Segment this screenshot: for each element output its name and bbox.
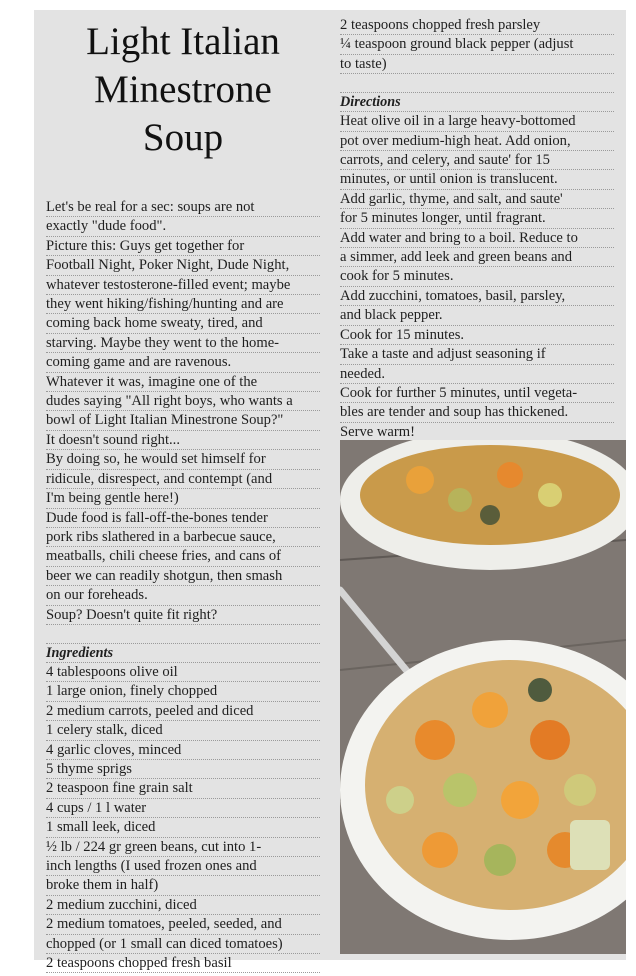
text-line: 4 garlic cloves, minced	[46, 741, 320, 760]
text-line: broke them in half)	[46, 876, 320, 895]
text-line: Soup? Doesn't quite fit right?	[46, 606, 320, 625]
text-line: and black pepper.	[340, 306, 614, 325]
text-line: By doing so, he would set himself for	[46, 450, 320, 469]
text-line: Let's be real for a sec: soups are not	[46, 198, 320, 217]
text-line: needed.	[340, 365, 614, 384]
text-line: I'm being gentle here!)	[46, 489, 320, 508]
recipe-page	[34, 10, 626, 972]
text-line: coming back home sweaty, tired, and	[46, 314, 320, 333]
text-line: to taste)	[340, 55, 614, 74]
text-line: 1 small leek, diced	[46, 818, 320, 837]
section-spacer	[46, 625, 320, 644]
text-line: 1 large onion, finely chopped	[46, 682, 320, 701]
text-line: bowl of Light Italian Minestrone Soup?"	[46, 411, 320, 430]
title-line: Minestrone	[94, 68, 272, 111]
text-line: 2 medium tomatoes, peeled, seeded, and	[46, 915, 320, 934]
text-line: 1 celery stalk, diced	[46, 721, 320, 740]
text-line: 2 teaspoon fine grain salt	[46, 779, 320, 798]
text-line: 4 tablespoons olive oil	[46, 663, 320, 682]
text-line: minutes, or until onion is translucent.	[340, 170, 614, 189]
text-line: Add zucchini, tomatoes, basil, parsley,	[340, 287, 614, 306]
text-line: Add water and bring to a boil. Reduce to	[340, 229, 614, 248]
text-line: Football Night, Poker Night, Dude Night,	[46, 256, 320, 275]
text-line: Cook for 15 minutes.	[340, 326, 614, 345]
text-line: on our foreheads.	[46, 586, 320, 605]
text-line: Take a taste and adjust seasoning if	[340, 345, 614, 364]
text-line: pork ribs slathered in a barbecue sauce,	[46, 528, 320, 547]
text-line: starving. Maybe they went to the home-	[46, 334, 320, 353]
text-line: they went hiking/fishing/hunting and are	[46, 295, 320, 314]
text-line: 4 cups / 1 l water	[46, 799, 320, 818]
text-line: 2 medium zucchini, diced	[46, 896, 320, 915]
ingredients-heading: Ingredients	[46, 644, 320, 663]
text-line: 2 teaspoons chopped fresh basil	[46, 954, 320, 973]
text-line: 5 thyme sprigs	[46, 760, 320, 779]
section-spacer	[340, 74, 614, 93]
text-line: whatever testosterone-filled event; maybe	[46, 276, 320, 295]
text-line: ¼ teaspoon ground black pepper (adjust	[340, 35, 614, 54]
directions-heading: Directions	[340, 93, 614, 112]
soup-photo-illustration	[340, 440, 626, 954]
text-line: chopped (or 1 small can diced tomatoes)	[46, 935, 320, 954]
ingredients-list	[46, 663, 320, 974]
text-line: Serve warm!	[340, 423, 614, 442]
text-line: dudes saying "All right boys, who wants a	[46, 392, 320, 411]
page-title	[46, 18, 320, 190]
text-line: beer we can readily shotgun, then smash	[46, 567, 320, 586]
text-line: inch lengths (I used frozen ones and	[46, 857, 320, 876]
left-column	[46, 10, 320, 973]
text-line: for 5 minutes longer, until fragrant.	[340, 209, 614, 228]
text-line: Cook for further 5 minutes, until vegeta-	[340, 384, 614, 403]
soup-bowl-photo-icon	[340, 440, 626, 954]
text-line: bles are tender and soup has thickened.	[340, 403, 614, 422]
text-line: Dude food is fall-off-the-bones tender	[46, 509, 320, 528]
title-line: Light Italian	[86, 20, 280, 63]
text-line: exactly "dude food".	[46, 217, 320, 236]
text-line: a simmer, add leek and green beans and	[340, 248, 614, 267]
right-column	[340, 16, 614, 442]
text-line: Whatever it was, imagine one of the	[46, 373, 320, 392]
text-line: ridicule, disrespect, and contempt (and	[46, 470, 320, 489]
text-line: 2 medium carrots, peeled and diced	[46, 702, 320, 721]
text-line: meatballs, chili cheese fries, and cans of	[46, 547, 320, 566]
text-line: It doesn't sound right...	[46, 431, 320, 450]
text-line: ½ lb / 224 gr green beans, cut into 1-	[46, 838, 320, 857]
text-line: Add garlic, thyme, and salt, and saute'	[340, 190, 614, 209]
intro-text	[46, 198, 320, 625]
text-line: cook for 5 minutes.	[340, 267, 614, 286]
title-line: Soup	[142, 116, 224, 159]
directions-list	[340, 112, 614, 442]
text-line: 2 teaspoons chopped fresh parsley	[340, 16, 614, 35]
text-line: Picture this: Guys get together for	[46, 237, 320, 256]
text-line: pot over medium-high heat. Add onion,	[340, 132, 614, 151]
text-line: coming game and are ravenous.	[46, 353, 320, 372]
text-line: Heat olive oil in a large heavy-bottomed	[340, 112, 614, 131]
text-line: carrots, and celery, and saute' for 15	[340, 151, 614, 170]
ingredients-list-continued	[340, 16, 614, 74]
